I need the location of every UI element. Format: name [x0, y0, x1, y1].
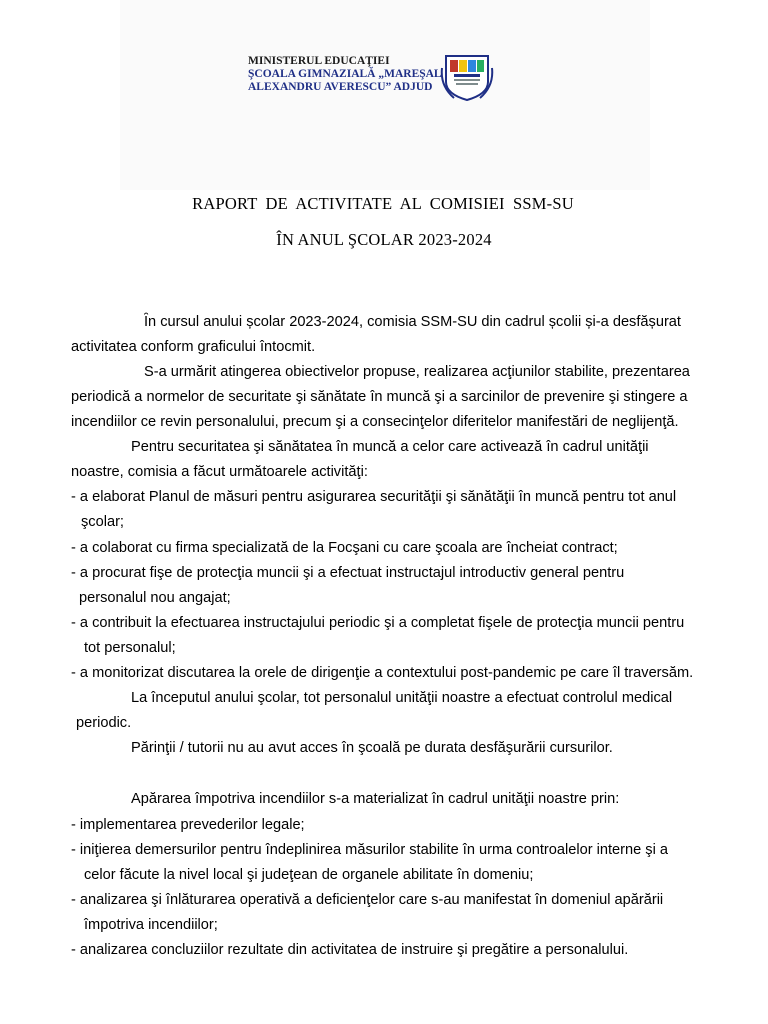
list-item: - a colaborat cu firma specializată de la Focşani cu care şcoala are încheiat contract; [71, 540, 618, 556]
report-title: RAPORT DE ACTIVITATE AL COMISIEI SSM-SU [192, 194, 574, 213]
letterhead-band [120, 0, 650, 190]
list-item: - iniţierea demersurilor pentru îndeplinirea măsurilor stabilite în urma controalelor interne şi a [71, 842, 668, 858]
paragraph-line: S-a urmărit atingerea obiectivelor propuse, realizarea acţiunilor stabilite, prezentarea [144, 364, 690, 380]
list-item: - analizarea concluziilor rezultate din activitatea de instruire şi pregătire a personalului. [71, 942, 629, 958]
paragraph-line: noastre, comisia a făcut următoarele activităţi: [71, 464, 368, 480]
list-item: - a contribuit la efectuarea instructajului periodic şi a completat fişele de protecţia muncii pentru [71, 615, 685, 631]
list-item-continuation: tot personalul; [84, 640, 176, 656]
list-item: - a monitorizat discutarea la orele de dirigenţie a contextului post-pandemic pe care îl traversăm. [71, 665, 694, 681]
paragraph-line: incendiilor ce revin personalului, precum şi a consecinţelor diferitelor manifestări de neglijenţă. [71, 414, 679, 430]
list-item: - a procurat fişe de protecţia muncii şi a efectuat instructajul introductiv general pentru [71, 565, 625, 581]
paragraph-line: activitatea conform graficului întocmit. [71, 339, 316, 355]
paragraph-line: Pentru securitatea şi sănătatea în muncă a celor care activează în cadrul unităţii [131, 439, 649, 455]
paragraph-line: periodic. [76, 715, 132, 731]
paragraph-line: Ȋn cursul anului școlar 2023-2024, comisia SSM-SU din cadrul școlii și-a desfășurat [144, 314, 681, 330]
list-item: - analizarea şi înlăturarea operativă a deficienţelor care s-au manifestat în domeniul apărării [71, 892, 664, 908]
list-item: - a elaborat Planul de măsuri pentru asigurarea securităţii şi sănătăţii în muncă pentru tot anul [71, 489, 677, 505]
report-subtitle: ÎN ANUL ŞCOLAR 2023-2024 [276, 230, 492, 249]
list-item-continuation: celor făcute la nivel local şi judeţean de organele abilitate în domeniu; [84, 867, 534, 883]
school-name-line1: ŞCOALA GIMNAZIALĂ „MAREŞAL [248, 68, 442, 80]
list-item-continuation: împotriva incendiilor; [84, 917, 218, 933]
list-item-continuation: personalul nou angajat; [79, 590, 231, 606]
ministry-name: MINISTERUL EDUCAŢIEI [248, 55, 390, 67]
paragraph-line: La începutul anului şcolar, tot personalul unităţii noastre a efectuat controlul medical [131, 690, 673, 706]
school-name-line2: ALEXANDRU AVERESCU” ADJUD [248, 81, 433, 93]
paragraph-line: periodică a normelor de securitate şi sănătate în muncă şi a sarcinilor de prevenire şi stingere a [71, 389, 688, 405]
school-crest-logo [440, 52, 494, 102]
paragraph-line: Părinţii / tutorii nu au avut acces în şcoală pe durata desfăşurării cursurilor. [131, 740, 613, 756]
paragraph-line: Apărarea împotriva incendiilor s-a materializat în cadrul unităţii noastre prin: [131, 791, 620, 807]
letterhead-text [248, 55, 442, 94]
list-item: - implementarea prevederilor legale; [71, 817, 305, 833]
list-item-continuation: şcolar; [81, 514, 124, 530]
